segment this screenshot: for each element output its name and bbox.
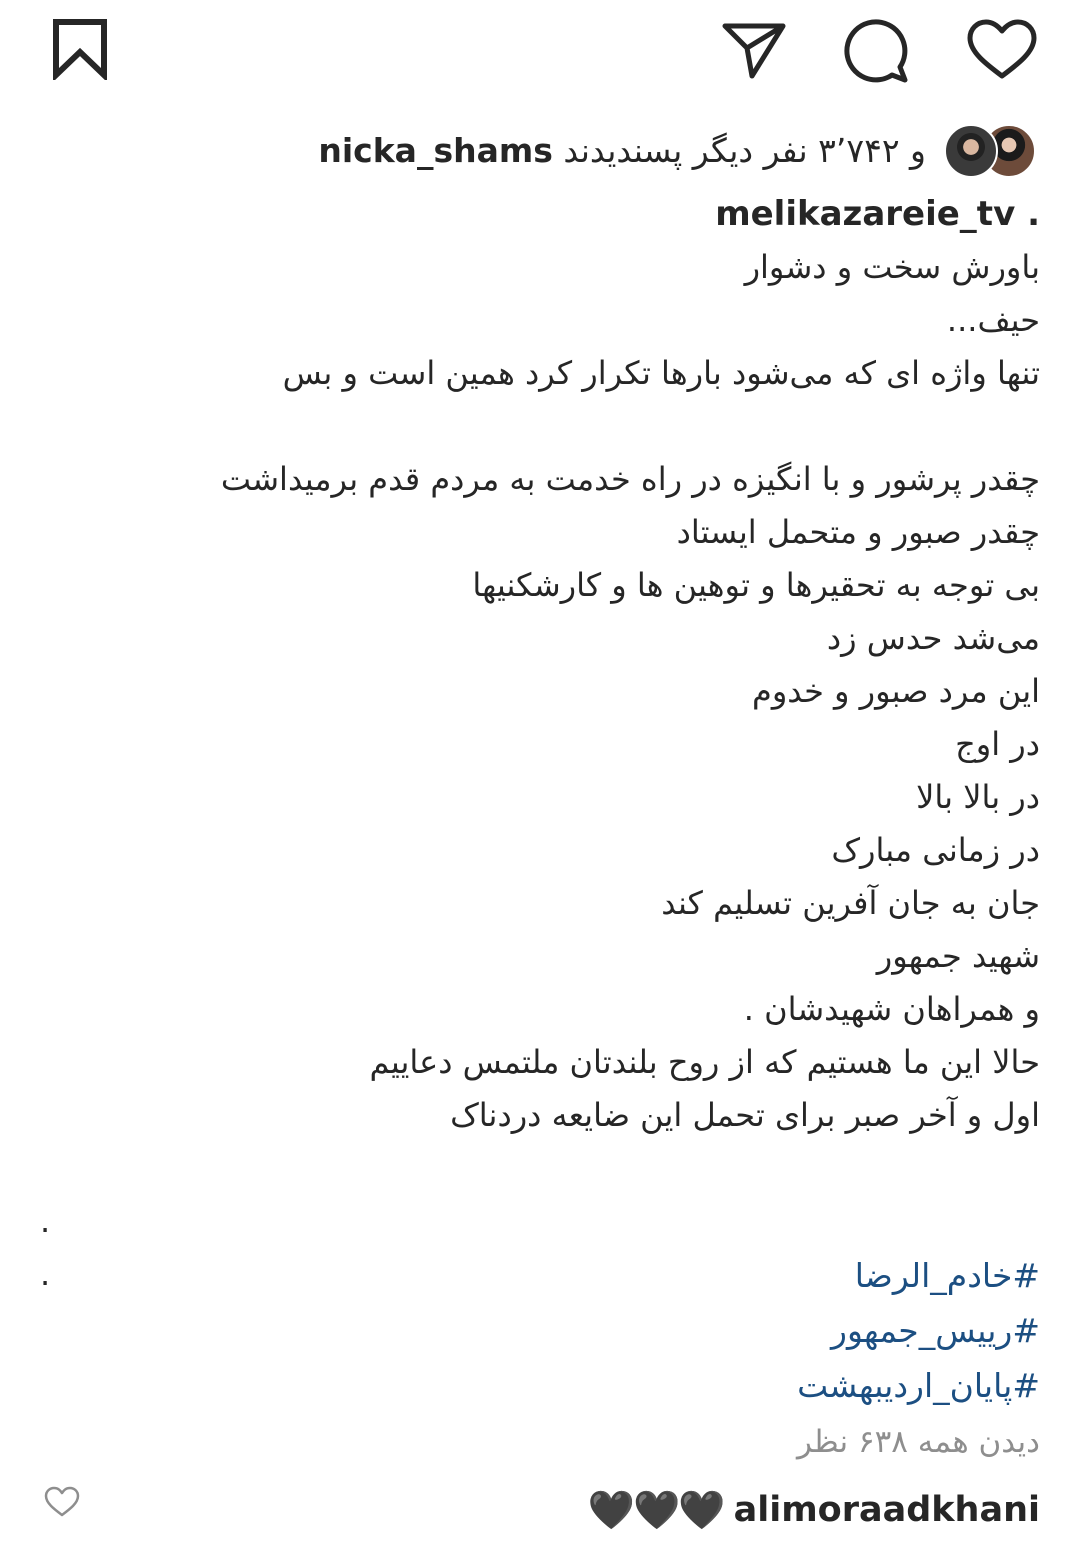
hashtag-list (797, 1248, 1040, 1413)
caption-header (40, 188, 1040, 241)
caption-line: حیف... (946, 301, 1040, 339)
caption-line: حالا این ما هستیم که از روح بلندتان ملتمس دعاییم (369, 1043, 1040, 1081)
avatar (944, 124, 998, 178)
caption-line: شهید جمهور (876, 937, 1040, 975)
hashtag-link[interactable]: #رییس_جمهور (831, 1311, 1040, 1350)
hashtag-link[interactable]: #پایان_اردیبهشت (797, 1366, 1040, 1405)
caption-first-line: . (1027, 194, 1040, 234)
share-icon[interactable] (721, 20, 787, 80)
caption-line: جان به جان آفرین تسلیم کند (661, 884, 1040, 922)
caption-line: بی توجه به تحقیرها و توهین ها و کارشکنیها (472, 566, 1040, 604)
caption-line: این مرد صبور و خدوم (752, 672, 1040, 710)
comment-like-heart-icon[interactable] (44, 1486, 80, 1518)
caption-line: در بالا بالا (916, 778, 1040, 816)
caption-line: چقدر صبور و متحمل ایستاد (676, 513, 1040, 551)
caption-line: در اوج (955, 725, 1040, 763)
caption-line (40, 400, 1040, 453)
likes-summary[interactable] (318, 120, 1036, 180)
caption-line: تنها واژه ای که می‌شود بارها تکرار کرد همین است و بس (282, 354, 1040, 392)
caption-line: باورش سخت و دشوار (744, 248, 1040, 286)
liker-username[interactable]: nicka_shams (318, 130, 553, 170)
caption-line: چقدر پرشور و با انگیزه در راه خدمت به مردم قدم برمیداشت (220, 460, 1040, 498)
comment-username[interactable]: alimoraadkhani (733, 1490, 1040, 1530)
caption-line: در زمانی مبارک (831, 831, 1040, 869)
caption-username[interactable]: melikazareie_tv (715, 194, 1016, 234)
likes-count-text: و ۳٬۷۴۲ نفر دیگر پسندیدند (563, 130, 926, 170)
caption-line (40, 1142, 1040, 1195)
hashtag-link[interactable]: #خادم_الرضا (854, 1256, 1040, 1295)
caption-line: می‌شد حدس زد (826, 619, 1040, 657)
caption-dot: . (40, 1255, 51, 1293)
caption-line: و همراهان شهیدشان . (743, 990, 1040, 1028)
caption-line: اول و آخر صبر برای تحمل این ضایعه دردناک (450, 1096, 1040, 1134)
liker-avatars (944, 122, 1036, 178)
comment-row (588, 1480, 1040, 1540)
heart-icon[interactable] (966, 19, 1038, 81)
post-caption (40, 188, 1040, 1301)
view-all-comments-link[interactable]: دیدن همه ۶۳۸ نظر (796, 1424, 1040, 1460)
caption-dot: . (40, 1202, 51, 1240)
bookmark-icon[interactable] (52, 18, 108, 80)
comment-text: 🖤🖤🖤 (587, 1487, 724, 1532)
comment-icon[interactable] (844, 19, 910, 83)
